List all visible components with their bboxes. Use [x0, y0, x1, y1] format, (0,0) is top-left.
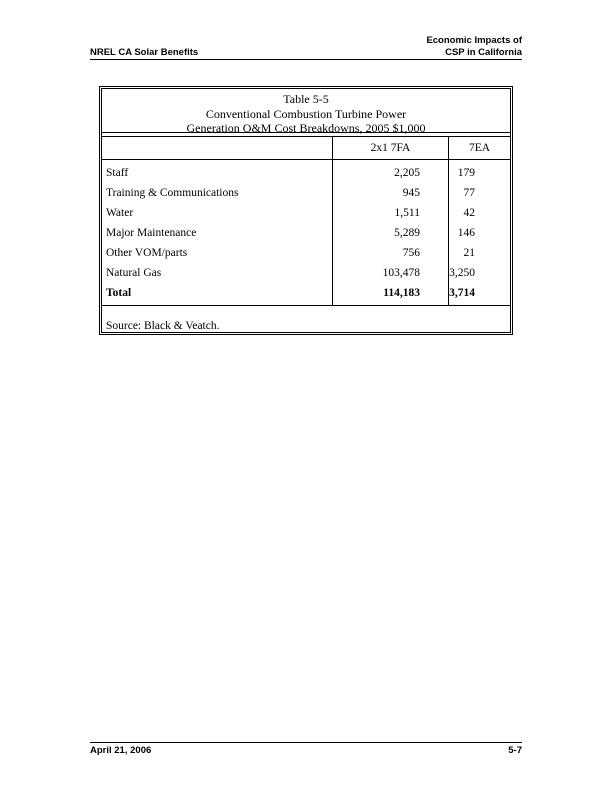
- row-value-7ea: 21: [449, 243, 511, 263]
- header-right-line1: Economic Impacts of: [426, 35, 522, 46]
- table-source-note: Source: Black & Veatch.: [102, 305, 510, 332]
- column-header-label: [102, 137, 333, 160]
- table-title-line3: Generation O&M Cost Breakdowns, 2005 $1,000: [186, 121, 426, 135]
- row-value-7ea: 146: [449, 223, 511, 243]
- row-value-7ea: 42: [449, 203, 511, 223]
- data-table: [102, 137, 510, 305]
- row-value-7fa: 5,289: [333, 223, 449, 243]
- total-value-7fa: 114,183: [333, 283, 449, 305]
- table-row: [102, 160, 510, 184]
- table-caption: [102, 89, 510, 133]
- table-row: [102, 263, 510, 283]
- row-value-7ea: 3,250: [449, 263, 511, 283]
- row-value-7fa: 103,478: [333, 263, 449, 283]
- header-right-line2: CSP in California: [445, 47, 522, 58]
- row-value-7fa: 756: [333, 243, 449, 263]
- header-right-title: [426, 35, 522, 59]
- table-total-row: [102, 283, 510, 305]
- table-row: [102, 203, 510, 223]
- table-number: Table 5-5: [283, 92, 329, 106]
- total-value-7ea: 3,714: [449, 283, 511, 305]
- total-label: Total: [106, 286, 132, 299]
- row-label: Staff: [106, 167, 129, 179]
- table-row: [102, 243, 510, 263]
- footer-rule: [90, 742, 522, 743]
- row-value-7fa: 1,511: [333, 203, 449, 223]
- header-left-title: NREL CA Solar Benefits: [90, 47, 199, 58]
- row-value-7ea: 77: [449, 183, 511, 203]
- row-value-7fa: 2,205: [333, 160, 449, 184]
- row-label: Other VOM/parts: [106, 247, 188, 259]
- row-label: Training & Communications: [106, 187, 239, 199]
- row-value-7fa: 945: [333, 183, 449, 203]
- footer-date: April 21, 2006: [90, 745, 152, 756]
- table-row: [102, 183, 510, 203]
- table-title-line2: Conventional Combustion Turbine Power: [205, 106, 407, 121]
- column-header-7ea: 7EA: [449, 137, 511, 160]
- row-label: Water: [106, 207, 134, 219]
- row-label: Natural Gas: [106, 267, 162, 279]
- header-rule: [90, 59, 522, 60]
- column-header-2x1-7fa: 2x1 7FA: [333, 137, 449, 160]
- footer-page-number: 5-7: [508, 745, 522, 756]
- cost-breakdown-table: [101, 88, 511, 333]
- table-header-row: [102, 137, 510, 160]
- table-row: [102, 223, 510, 243]
- row-label: Major Maintenance: [106, 227, 197, 239]
- row-value-7ea: 179: [449, 160, 511, 184]
